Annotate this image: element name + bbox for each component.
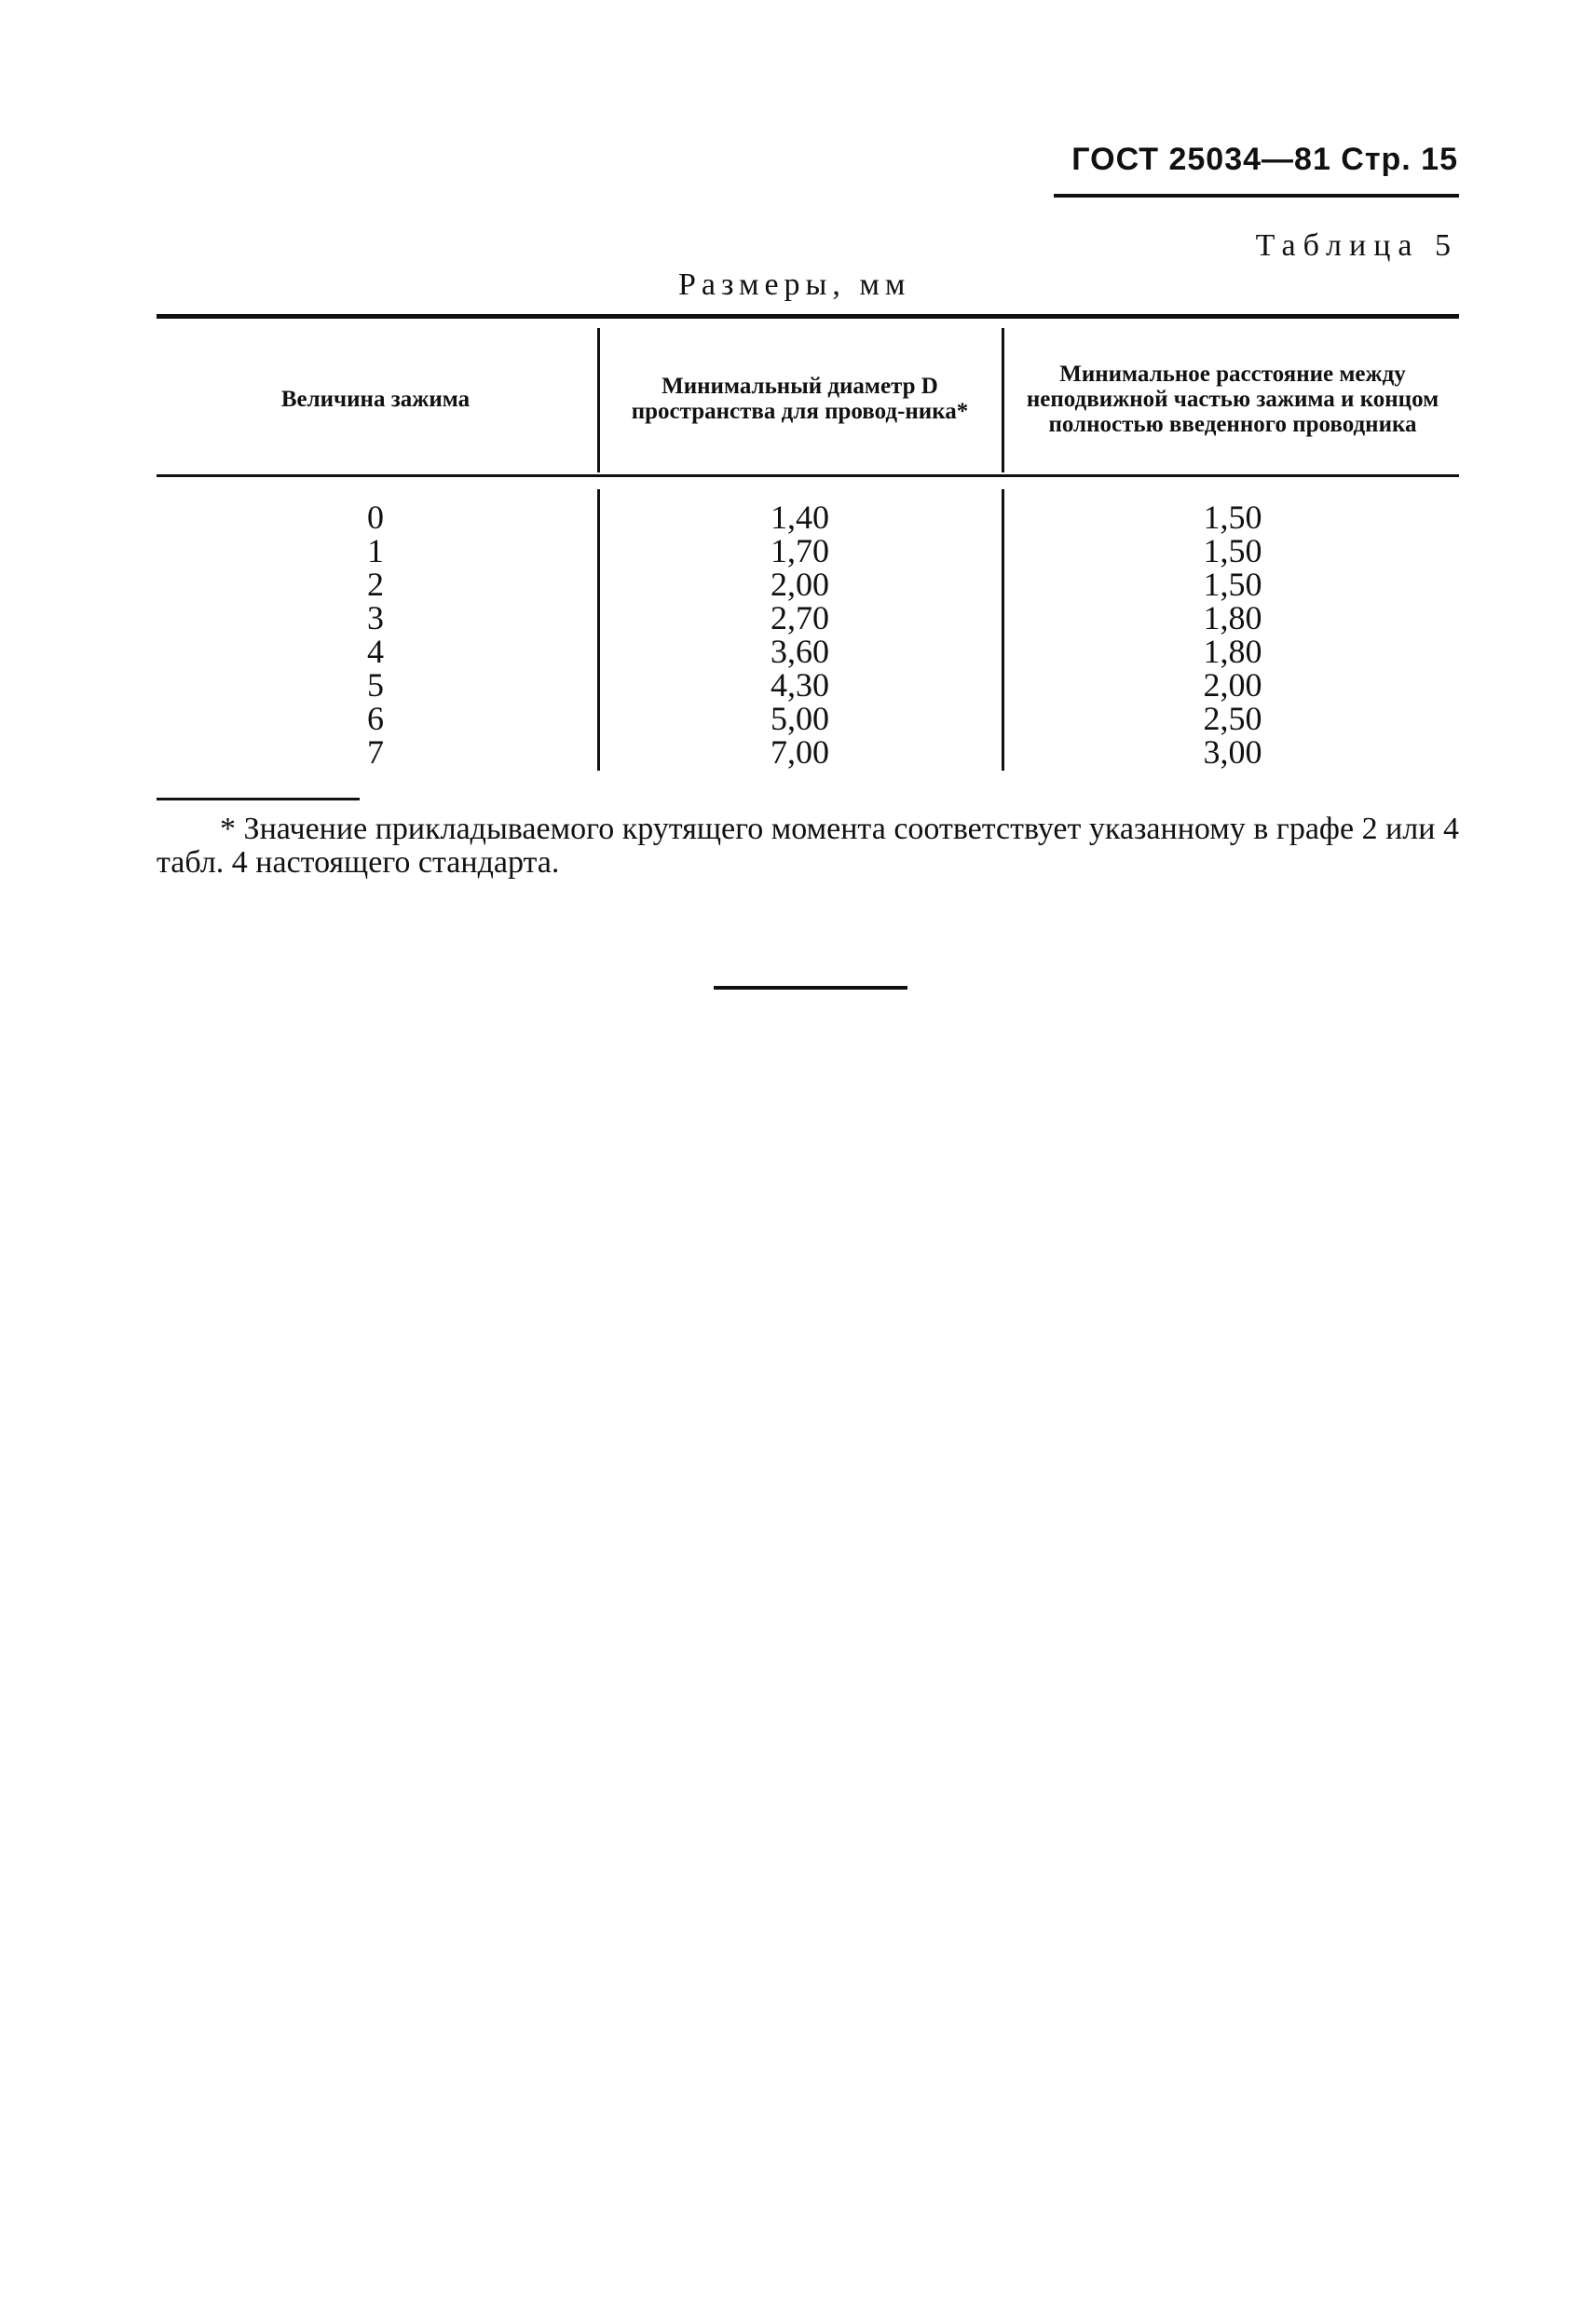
header-text: Минимальное расстояние между неподвижной частью зажима и концом полностью введенного проводника bbox=[1026, 361, 1439, 437]
table-cell: 4 bbox=[367, 633, 384, 670]
table-cell: 5 bbox=[367, 666, 384, 704]
table-cell: 2,50 bbox=[1203, 700, 1262, 737]
header-cell-min-distance bbox=[1006, 325, 1459, 472]
table-cell: 3 bbox=[367, 599, 384, 636]
column-clamp-size bbox=[157, 500, 594, 769]
header-rule bbox=[1054, 194, 1459, 198]
footnote: * Значение прикладываемого крутящего момента соответствует указанному в графе 2 или 4 табл. 4 настоящего стандарта. bbox=[157, 812, 1459, 880]
table-cell: 2,00 bbox=[1203, 666, 1262, 704]
table-cell: 2,00 bbox=[771, 566, 829, 603]
column-divider bbox=[1002, 328, 1004, 472]
header-text: Минимальный диаметр D пространства для провод-ника* bbox=[631, 374, 969, 424]
dimensions-table bbox=[157, 314, 1459, 771]
header-cell-min-diameter bbox=[602, 325, 998, 472]
table-cell: 5,00 bbox=[771, 700, 829, 737]
header-cell-clamp-size bbox=[157, 325, 594, 472]
footnote-rule bbox=[157, 798, 360, 800]
table-top-rule bbox=[157, 314, 1459, 319]
table-cell: 1,50 bbox=[1203, 532, 1262, 569]
table-cell: 3,00 bbox=[1203, 733, 1262, 771]
table-cell: 7 bbox=[367, 733, 384, 771]
table-cell: 1,50 bbox=[1203, 566, 1262, 603]
column-min-diameter bbox=[602, 500, 998, 769]
table-cell: 1,50 bbox=[1203, 499, 1262, 536]
table-cell: 2 bbox=[367, 566, 384, 603]
table-cell: 1,40 bbox=[771, 499, 829, 536]
end-rule bbox=[714, 986, 907, 990]
table-cell: 7,00 bbox=[771, 733, 829, 771]
table-cell: 1,80 bbox=[1203, 633, 1262, 670]
column-min-distance bbox=[1006, 500, 1459, 769]
table-cell: 4,30 bbox=[771, 666, 829, 704]
table-units: Размеры, мм bbox=[678, 267, 911, 302]
table-cell: 3,60 bbox=[771, 633, 829, 670]
table-cell: 1,70 bbox=[771, 532, 829, 569]
table-cell: 1 bbox=[367, 532, 384, 569]
table-header-rule bbox=[157, 474, 1459, 477]
header-text: Величина зажима bbox=[280, 386, 471, 412]
column-divider bbox=[597, 328, 600, 472]
page-header: ГОСТ 25034—81 Стр. 15 bbox=[1071, 142, 1458, 177]
table-cell: 0 bbox=[367, 499, 384, 536]
table-cell: 2,70 bbox=[771, 599, 829, 636]
column-divider bbox=[1002, 489, 1004, 771]
table-number: Таблица 5 bbox=[1255, 228, 1458, 263]
column-divider bbox=[597, 489, 600, 771]
table-cell: 1,80 bbox=[1203, 599, 1262, 636]
table-cell: 6 bbox=[367, 700, 384, 737]
